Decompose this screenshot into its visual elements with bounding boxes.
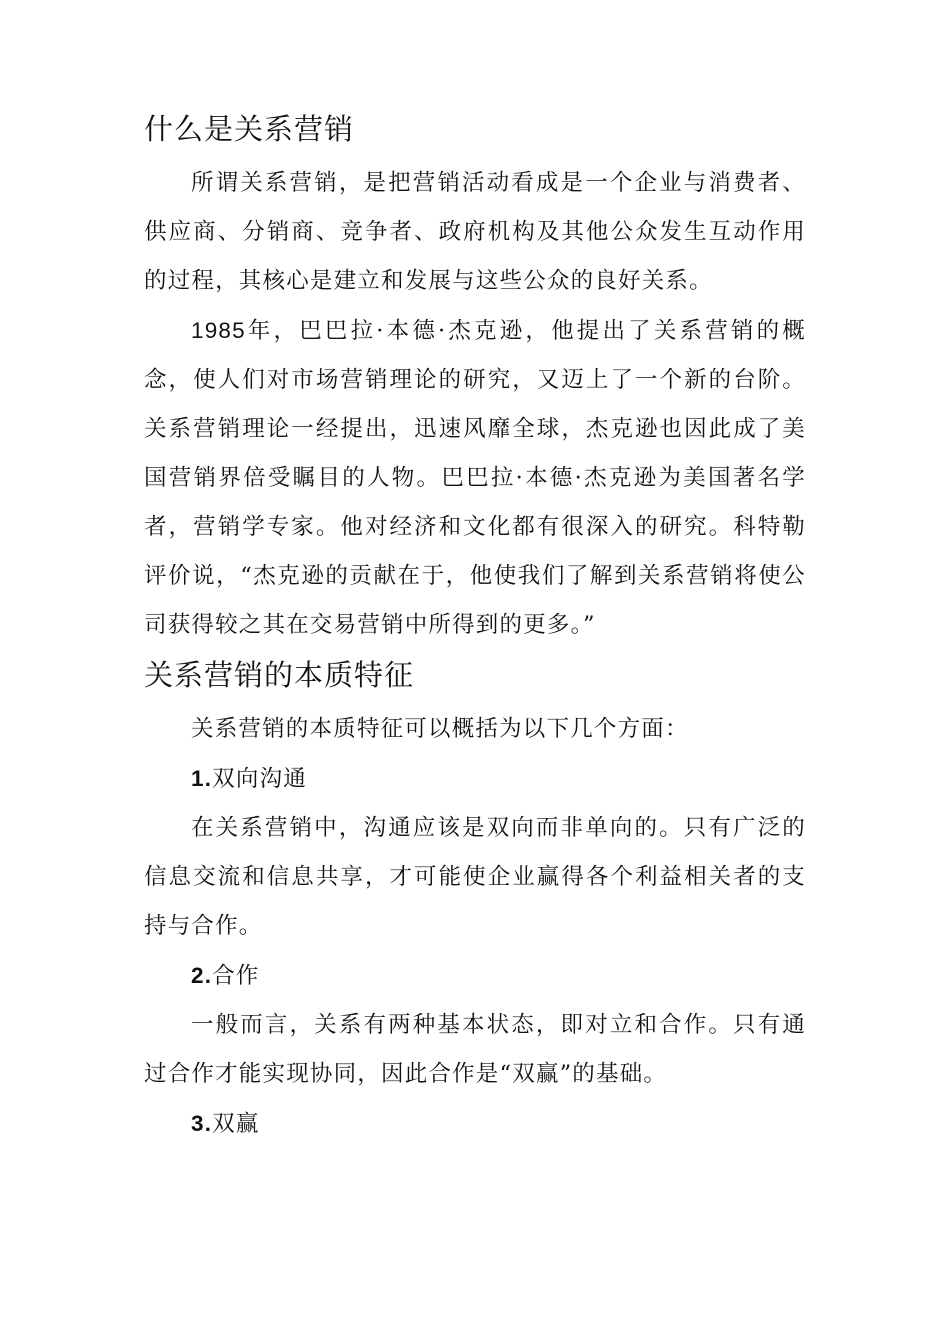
characteristics-intro: 关系营销的本质特征可以概括为以下几个方面：: [191, 716, 689, 742]
item-3-number: 3.: [191, 1111, 213, 1136]
item-2-text: 一般而言，关系有两种基本状态，即对立和合作。只有通过合作才能实现协同，因此合作是“双赢”的基础。: [144, 1012, 806, 1087]
history-paragraph: [144, 306, 806, 650]
item-2-heading: [144, 951, 806, 1001]
item-2-number: 2.: [191, 963, 213, 988]
item-1-heading: [144, 754, 806, 804]
item-1-number: 1.: [191, 766, 213, 791]
document-body: [144, 104, 806, 1149]
section-heading-what-is: 什么是关系营销: [144, 112, 355, 146]
item-3-title: 双赢: [212, 1111, 260, 1137]
section-heading-characteristics: 关系营销的本质特征: [144, 658, 415, 692]
history-text: 年，巴巴拉·本德·杰克逊，他提出了关系营销的概念，使人们对市场营销理论的研究，又迈上了一个新的台阶。关系营销理论一经提出，迅速风靡全球，杰克逊也因此成了美国营销界倍受瞩目的人物。巴巴拉·本德·杰克逊为美国著名学者，营销学专家。他对经济和文化都有很深入的研究。科特勒评价说，“杰克逊的贡献在于，他使我们了解到关系营销将使公司获得较之其在交易营销中所得到的更多。”: [144, 318, 806, 638]
item-3-heading: [144, 1099, 806, 1149]
item-1-title: 双向沟通: [212, 766, 307, 792]
item-2-title: 合作: [212, 963, 260, 989]
definition-paragraph: 所谓关系营销，是把营销活动看成是一个企业与消费者、供应商、分销商、竞争者、政府机构及其他公众发生互动作用的过程，其核心是建立和发展与这些公众的良好关系。: [144, 170, 806, 294]
item-1-text: 在关系营销中，沟通应该是双向而非单向的。只有广泛的信息交流和信息共享，才可能使企业赢得各个利益相关者的支持与合作。: [144, 815, 806, 939]
history-year: 1985: [191, 318, 246, 343]
